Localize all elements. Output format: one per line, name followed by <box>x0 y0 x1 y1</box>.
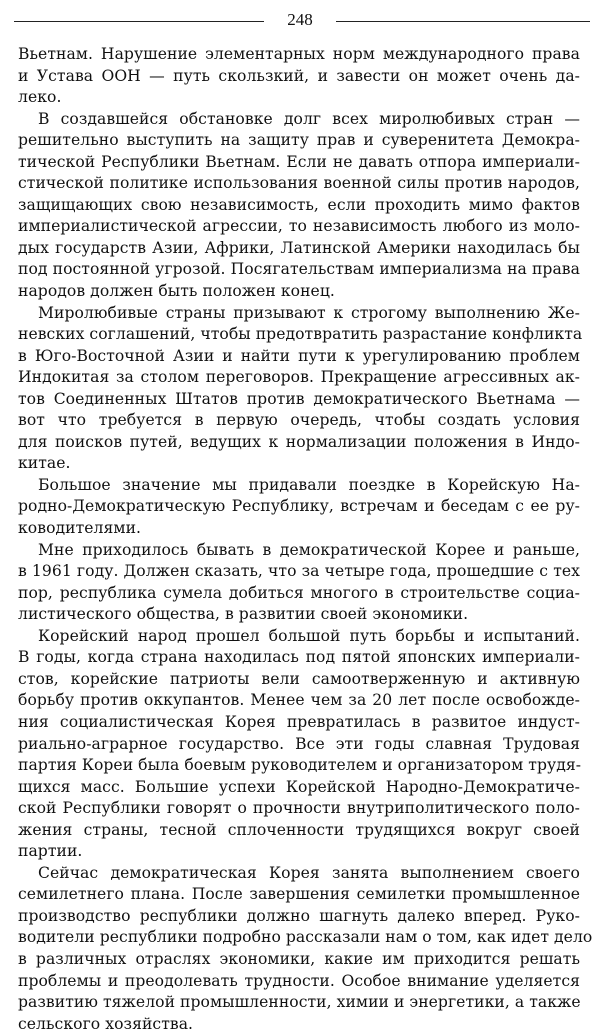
text-line: развитию тяжелой промышленности, химии и энергетики, а также <box>18 993 581 1012</box>
text-line: Миролюбивые страны призывают к строгому выполнению Же- <box>38 303 580 322</box>
text-line: для поисков путей, ведущих к нормализации положения в Индо- <box>18 432 580 451</box>
text-line: Сейчас демократическая Корея занята выполнением своего <box>38 863 580 882</box>
text-line: сельского хозяйства. <box>18 1014 194 1033</box>
text-line: под постоянной угрозой. Посягательствам империализма на права <box>18 260 580 279</box>
body-text <box>18 44 593 1035</box>
text-line: Индокитая за столом переговоров. Прекращение агрессивных ак- <box>18 368 580 387</box>
text-line: щихся масс. Большие успехи Корейской Народно-Демократиче- <box>18 777 580 796</box>
text-line: Большое значение мы придавали поездке в Корейскую На- <box>38 475 580 494</box>
text-line: в различных отраслях экономики, какие им приходится решать <box>18 949 580 968</box>
text-line: Корейский народ прошел большой путь борьбы и испытаний. <box>38 626 580 645</box>
text-line: ния социалистическая Корея превратилась в развитое индуст- <box>18 712 580 731</box>
text-line: проблемы и преодолевать трудности. Особое внимание уделяется <box>18 971 580 990</box>
text-line: В годы, когда страна находилась под пятой японских империали- <box>18 648 580 667</box>
text-line: семилетнего плана. После завершения семилетки промышленное <box>18 885 580 904</box>
text-line: партии. <box>18 842 83 861</box>
text-line: жения страны, тесной сплоченности трудящихся вокруг своей <box>18 820 580 839</box>
header-rule-right <box>336 21 590 22</box>
page-header <box>14 10 590 30</box>
text-line: борьбу против оккупантов. Менее чем за 20 лет после освобожде- <box>18 691 580 710</box>
paragraph <box>18 475 580 540</box>
text-line: родно-Демократическую Республику, встречам и беседам с ее ру- <box>18 497 580 516</box>
text-line: стов, корейские патриоты вели самоотверженную и активную <box>18 669 580 688</box>
text-line: риально-аграрное государство. Все эти годы славная Трудовая <box>18 734 580 753</box>
text-line: и Устава ООН — путь скользкий, и завести он может очень да- <box>18 66 580 85</box>
paragraph <box>18 626 580 863</box>
text-line: тической Республики Вьетнам. Если не давать отпора империали- <box>18 152 580 171</box>
text-line: водители республики подробно рассказали нам о том, как идет дело <box>18 928 593 947</box>
text-line: китае. <box>18 454 71 473</box>
text-line: ководителями. <box>18 519 142 538</box>
text-line: стической политике использования военной силы против народов, <box>18 174 580 193</box>
page-number: 248 <box>287 10 313 29</box>
text-line: Мне приходилось бывать в демократической Корее и раньше, <box>38 540 580 559</box>
text-line: листического общества, в развитии своей экономики. <box>18 605 469 624</box>
paragraph <box>18 540 580 626</box>
text-line: империалистической агрессии, то независимость любого из моло- <box>18 217 580 236</box>
text-line: защищающих свою независимость, если проходить мимо фактов <box>18 195 580 214</box>
text-line: Вьетнам. Нарушение элементарных норм международного права <box>18 45 580 63</box>
text-line: партия Кореи была боевым руководителем и организатором трудя- <box>18 756 582 775</box>
text-line: в 1961 году. Должен сказать, что за четыре года, прошедшие с тех <box>18 562 580 581</box>
header-rule-left <box>14 21 264 22</box>
text-line: ской Республики говорят о прочности внутриполитического поло- <box>18 799 580 818</box>
text-line: дых государств Азии, Африки, Латинской Америки находилась бы <box>18 238 580 257</box>
paragraph <box>18 303 583 475</box>
text-line: невских соглашений, чтобы предотвратить разрастание конфликта <box>18 325 583 344</box>
text-line: леко. <box>18 88 62 107</box>
text-line: В создавшейся обстановке долг всех миролюбивых стран — <box>38 109 580 128</box>
text-line: народов должен быть положен конец. <box>18 282 335 301</box>
text-line: решительно выступить на защиту прав и суверенитета Демокра- <box>18 131 580 150</box>
text-line: в Юго-Восточной Азии и найти пути к урегулированию проблем <box>18 346 580 365</box>
text-line: пор, республика сумела добиться многого в строительстве социа- <box>18 583 580 602</box>
paragraph <box>18 863 593 1035</box>
text-line: тов Соединенных Штатов против демократического Вьетнама — <box>18 389 580 408</box>
text-line: производство республики должно шагнуть далеко вперед. Руко- <box>18 906 580 925</box>
text-line: вот что требуется в первую очередь, чтобы создать условия <box>18 411 580 430</box>
paragraph <box>18 44 580 109</box>
paragraph <box>18 109 580 303</box>
